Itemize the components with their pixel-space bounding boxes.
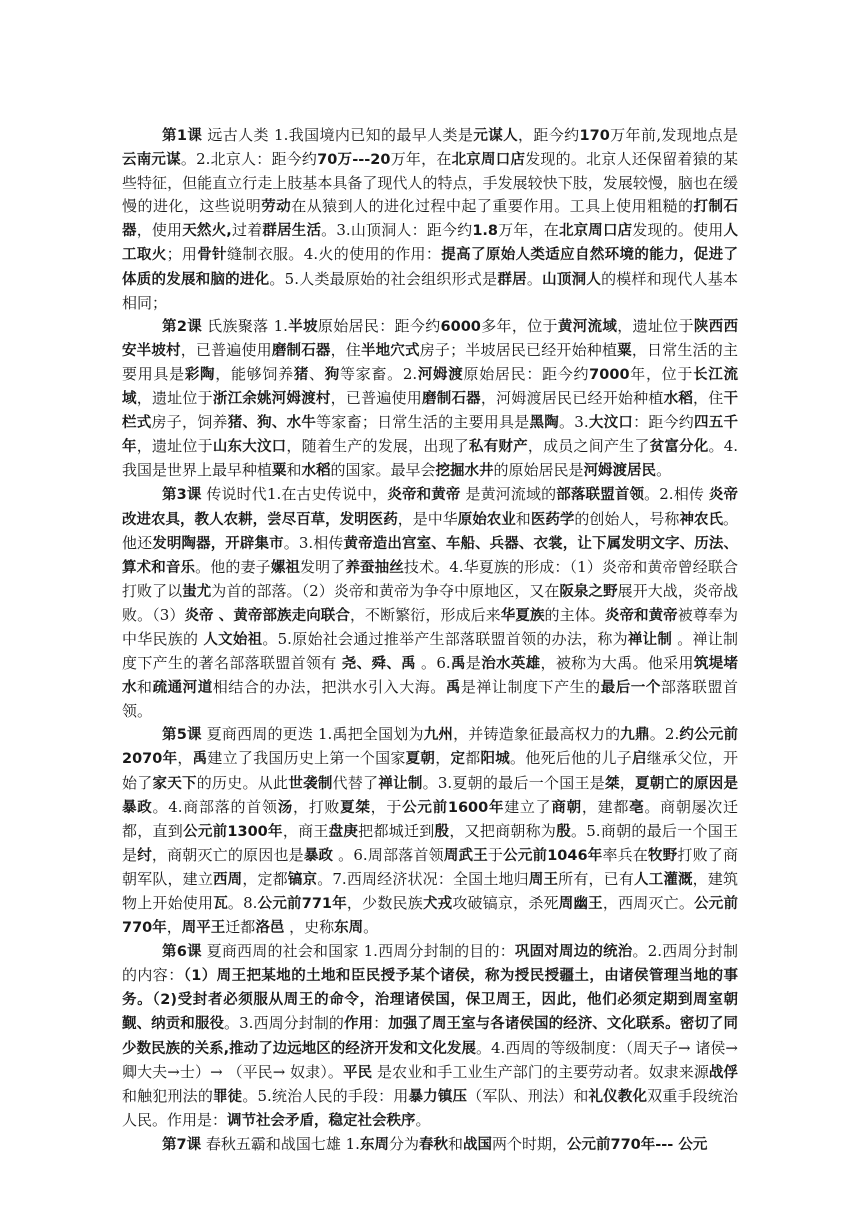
text-run: ，能够饲养 — [215, 364, 294, 383]
bold-term: 夏朝亡的原因是 — [635, 775, 739, 792]
text-run: 打败了商朝军队，建立 — [122, 845, 738, 888]
text-run: 。4.西周的等级制度：（周天子→ 诸侯→ 卿大夫→士）→ （平民→ 奴隶）。 — [122, 1038, 738, 1081]
text-run: 。7.西周经济状况：全国土地归 — [317, 869, 529, 888]
bold-term: 蚩尤 — [182, 583, 212, 600]
text-run: 夏商西周的更迭 1.禹把全国划为 — [201, 725, 424, 744]
bold-term: 狗 — [324, 366, 340, 383]
text-run: ，使用 — [136, 221, 183, 240]
bold-term: 纣 — [137, 847, 152, 864]
bold-term: 周幽王 — [558, 896, 603, 912]
text-run: ；用 — [166, 245, 198, 264]
bold-term: 盘庚 — [328, 823, 359, 840]
text-run: 氏族聚落 1. — [202, 316, 288, 335]
text-run: 。5.原始社会通过推举产生部落联盟首领的办法，称为 — [262, 629, 628, 648]
lesson-paragraph — [122, 1133, 738, 1157]
bold-term: 山东大汶口 — [212, 439, 287, 456]
text-run: 年，位于 — [629, 364, 694, 383]
text-run: ， — [619, 773, 635, 792]
text-run: 。他还 — [122, 509, 738, 552]
text-run: 等家畜；日常生活的主要用具是 — [316, 413, 530, 432]
bold-term: 医药学 — [530, 511, 575, 528]
bold-term: 炎帝和黄帝 — [387, 487, 461, 504]
text-run: 缝制衣服。4.火的使用的作用： — [227, 245, 442, 264]
text-run: 和 — [515, 509, 531, 528]
bold-term: 九鼎 — [620, 727, 650, 744]
text-run: 。5.商朝的最后一个国王是 — [122, 821, 738, 864]
text-run: 两个时期， — [491, 1134, 567, 1153]
text-run: 迁都 — [225, 918, 256, 937]
text-run: 。5.统治人民的手段：用 — [242, 1086, 409, 1105]
bold-term: 人工取火 — [122, 223, 738, 264]
bold-term: 第1课 — [162, 128, 203, 144]
bold-term: 治水英雄 — [481, 656, 541, 673]
text-run: ，商王 — [282, 821, 329, 840]
text-run: 和 — [286, 461, 302, 480]
bold-term: 提高了原始人类适应自然环境的能力，促进了体质的发展和脑的进化 — [122, 247, 739, 288]
text-run: 远古人类 1.我国境内已知的最早人类是 — [202, 126, 474, 144]
bold-term: 平民 — [343, 1064, 373, 1081]
text-run: 。他的妻子 — [195, 557, 271, 576]
bold-term: 调节社会矛盾，稳定社会秩序 — [227, 1112, 416, 1129]
text-run: ，是中华 — [397, 509, 458, 528]
text-run: 展开大战，炎帝战败。（3） — [122, 581, 738, 624]
bold-term: 大汶口 — [588, 415, 634, 432]
text-run: 继承父位，开始了 — [122, 749, 739, 792]
bold-term: 东周 — [359, 1136, 389, 1153]
text-run: ，建筑物上开始使用 — [122, 869, 739, 912]
text-run: 。3.西周分封制的 — [224, 1014, 344, 1033]
text-run: 是农业和手工业生产部门的主要劳动者。奴隶来源 — [372, 1062, 709, 1081]
bold-term: 四五千年 — [122, 415, 739, 456]
lesson-paragraph — [122, 124, 738, 315]
text-run: 原始居民：距今约 — [463, 364, 590, 383]
text-run: 。 — [656, 461, 672, 480]
bold-term: 部落联盟首领 — [556, 487, 645, 504]
bold-term: 养蚕抽丝 — [345, 559, 404, 576]
bold-term: 人工灌溉 — [634, 871, 693, 888]
bold-term: 罪徒 — [213, 1088, 243, 1105]
text-run: 房子；半坡居民已经开始种植 — [419, 340, 618, 359]
bold-term: 磨制石器 — [422, 391, 481, 408]
bold-term: 嫘祖 — [270, 559, 300, 576]
bold-term: 第2课 — [162, 318, 203, 335]
text-run: ，定都 — [242, 869, 288, 888]
text-run: 万年，在 — [498, 221, 559, 240]
text-run: 于 — [487, 845, 504, 864]
bold-term: 黄帝造出宫室、车船、兵器、衣裳，让下属发明文字、历法、算术和音乐 — [122, 535, 739, 576]
bold-term: 华夏族 — [500, 607, 545, 624]
text-run: 。3.夏朝的最后一个国王是 — [422, 773, 605, 792]
text-run: 相结合的办法，把洪水引入大海。 — [212, 678, 446, 697]
text-run: 的模样和现代人基本相同； — [122, 269, 738, 312]
bold-term: 筑堤堵水 — [122, 656, 739, 697]
text-run: 部落联盟首领。 — [122, 678, 739, 721]
bold-term: 北京周口店 — [558, 223, 633, 240]
bold-term: 犬戎 — [422, 896, 453, 912]
bold-term: 暴力镇压 — [408, 1088, 468, 1105]
bold-term: 170 — [579, 128, 610, 144]
bold-term: 粟 — [272, 463, 287, 480]
bold-term: 公元前1300年 — [183, 823, 283, 840]
bold-term: （1）周王把某地的土地和臣民授予某个诸侯，称为授民授疆土，由诸侯管理当地的事务。（2)受封者必须服从周王的命令，治理诸侯国，保卫周王，因此，他们必须定期到周室朝觐、纳贡和服役 — [122, 968, 738, 1033]
text-run: 的原始居民是 — [493, 461, 584, 480]
bold-term: 神农氏 — [679, 511, 723, 528]
text-run: 把都城迁到 — [358, 821, 435, 840]
text-run: 房子，饲养 — [151, 413, 228, 432]
text-run: 、 — [309, 364, 325, 383]
bold-term: 殷 — [434, 823, 450, 840]
bold-term: 私有财产 — [469, 439, 528, 456]
text-run: 在从猿到人的进化过程中起了重要作用。工具上使用粗糙的 — [291, 197, 694, 216]
text-run: 夏商西周的社会和国家 1.西周分封制的目的： — [201, 942, 515, 961]
text-run: 。 — [526, 269, 543, 288]
lesson-paragraph — [122, 483, 738, 723]
bold-term: 禅让制 — [627, 631, 673, 648]
bold-term: 河姆渡居民 — [583, 463, 657, 480]
text-run: ，已普遍使用 — [330, 389, 422, 408]
bold-term: 禹 — [450, 656, 466, 673]
bold-term: 猪、狗、水牛 — [227, 415, 317, 432]
bold-term: 第6课 — [162, 944, 202, 961]
bold-term: 亳 — [629, 799, 645, 816]
bold-term: 水稻 — [663, 391, 694, 408]
text-run: 原始居民：距今约 — [317, 316, 441, 335]
bold-term: 彩陶 — [184, 366, 216, 383]
bold-term: 第7课 — [162, 1136, 202, 1153]
bold-term: 禹 — [445, 680, 461, 697]
bold-term: 群居 — [497, 271, 527, 288]
bold-term: 劳动 — [261, 199, 292, 216]
text-run: （军队、刑法）和 — [467, 1086, 589, 1105]
bold-term: 挖掘水井 — [435, 463, 494, 480]
text-run: 。3. — [559, 413, 589, 432]
bold-term: 发明陶器，开辟集市 — [152, 535, 284, 552]
bold-term: 云南元谋 — [122, 152, 181, 169]
bold-term: 粟 — [617, 342, 632, 359]
text-run: ，遗址位于 — [617, 316, 694, 335]
text-run: ，住 — [693, 389, 724, 408]
bold-term: 定 — [450, 751, 466, 768]
text-run: ，建都 — [581, 797, 630, 816]
bold-term: 黄河流域 — [557, 318, 618, 335]
text-run: 和触犯刑法的 — [122, 1086, 213, 1105]
bold-term: 陕西西安半坡村 — [122, 318, 738, 359]
bold-term: 礼仪教化 — [588, 1088, 648, 1105]
bold-term: 7000 — [589, 366, 630, 383]
bold-term: 阪泉之野 — [559, 583, 618, 600]
bold-term: 炎帝 改进农具，教人农耕，尝尽百草，发明医药 — [122, 487, 739, 528]
text-run: 春秋五霸和战国七雄 1. — [201, 1134, 360, 1153]
bold-term: 夏桀 — [340, 799, 371, 816]
bold-term: 疏通河道 — [152, 680, 213, 697]
bold-term: 第5课 — [162, 727, 202, 744]
bold-term: 群居生活 — [262, 223, 322, 240]
text-run: 万年，在 — [390, 150, 452, 169]
text-run: 的国家。最早会 — [330, 461, 436, 480]
bold-term: 启 — [632, 751, 647, 768]
text-run: 被尊奉为中华民族的 — [122, 605, 739, 648]
text-run: ，遗址位于 — [136, 437, 213, 456]
text-run: ，西周灭亡。 — [602, 894, 695, 912]
text-run: 是 — [465, 654, 482, 673]
bold-term: 原始农业 — [457, 511, 516, 528]
text-run: ，随着生产的发展，出现了 — [286, 437, 469, 456]
text-run: 和 — [447, 1134, 463, 1153]
bold-term: 西周 — [213, 871, 243, 888]
text-run: 。 — [415, 1110, 431, 1129]
bold-term: 炎帝 、黄帝部族走向联合 — [184, 607, 350, 624]
text-run: 。3.相传 — [283, 533, 344, 552]
bold-term: 洛邑 — [255, 920, 285, 937]
bold-term: 加强了周王室与各诸侯国的经济、文化联系。密切了同少数民族的关系,推动了边远地区的经济开发和文化发展 — [122, 1016, 738, 1057]
bold-term: 暴政 — [122, 799, 153, 816]
document-page — [122, 124, 738, 1157]
bold-term: 战国 — [462, 1136, 492, 1153]
bold-term: 长江流域 — [122, 366, 739, 408]
text-run: 的主体。 — [544, 605, 605, 624]
text-run: 传说时代1.在古史传说中， — [201, 485, 388, 504]
text-run: 分为 — [388, 1134, 419, 1153]
text-run: ，打败 — [292, 797, 341, 816]
text-run: 的历史。从此 — [196, 773, 289, 792]
bold-term: 巩固对周边的统治 — [514, 944, 633, 961]
text-run: ，史称 — [284, 918, 335, 937]
text-run: 攻破镐京，杀死 — [452, 894, 559, 912]
bold-term: 公元前771年 — [257, 896, 347, 912]
text-run: 。6.周部落首领 — [333, 845, 444, 864]
bold-term: 牧野 — [648, 847, 678, 864]
text-run: 率兵在 — [602, 845, 649, 864]
bold-term: 春秋 — [418, 1136, 448, 1153]
text-run: 。 — [363, 918, 379, 937]
text-run: 。他死后他的儿子 — [510, 749, 633, 768]
bold-term: 周王 — [528, 871, 559, 888]
bold-term: 作用 — [343, 1016, 374, 1033]
text-run: ，日常生活的主要用具是 — [122, 340, 738, 383]
text-run: 所有，已有 — [558, 869, 634, 888]
bold-term: 瓦 — [213, 896, 228, 912]
text-run: 为首的部落。（2）炎帝和黄帝为争夺中原地区，又在 — [211, 581, 560, 600]
lesson-paragraph — [122, 315, 738, 484]
bold-term: 九州 — [423, 727, 454, 744]
text-run: ，遗址位于 — [136, 389, 213, 408]
text-run: ， — [435, 749, 451, 768]
text-run: ，已普遍使用 — [180, 340, 272, 359]
text-run: 万年前,发现地点是 — [609, 126, 738, 144]
bold-term: 半坡 — [287, 318, 318, 335]
text-run: ，成员之间产生了 — [527, 437, 650, 456]
text-run: 发现的。北京人还保留着猿的某些特征，但能直立行走上肢基本具备了现代人的特点，手发展较快下肢，发展较慢，脑也在缓慢的进化，这些说明 — [122, 150, 739, 216]
text-run: 是禅让制度下产生的 — [460, 678, 601, 697]
text-run: 。2.西周分封制的内容： — [122, 942, 739, 985]
text-run: ，河姆渡居民已经开始种植 — [480, 389, 664, 408]
bold-term: 桀 — [604, 775, 620, 792]
text-run: 多年，位于 — [480, 316, 558, 335]
text-run: 技术。4.华夏族的形成：（1）炎帝和黄帝曾经联合打败了以 — [122, 557, 738, 600]
text-run: ，住 — [330, 340, 361, 359]
bold-term: 山顶洞人 — [542, 271, 602, 288]
bold-term: 尧、舜、禹 — [341, 656, 416, 673]
bold-term: 夏朝 — [405, 751, 436, 768]
bold-term: 公元前1046年 — [503, 847, 603, 864]
text-run: 过着 — [231, 221, 263, 240]
bold-term: 炎帝和黄帝 — [604, 607, 678, 624]
text-run: ，被称为大禹。他采用 — [540, 654, 694, 673]
text-run: 。禅让制度下产生的著名部落联盟首领有 — [122, 629, 738, 673]
bold-term: 东周 — [334, 920, 364, 937]
text-run: ，并铸造象征最高权力的 — [453, 725, 621, 744]
bold-term: 周武王 — [443, 847, 488, 864]
text-run: ，于 — [370, 797, 403, 816]
bold-term: 黑陶 — [529, 415, 560, 432]
text-run: ，距今约 — [517, 126, 580, 144]
text-run: 双重手段统治人民。作用是： — [122, 1086, 738, 1129]
bold-term: 水稻 — [301, 463, 331, 480]
text-run: 。6. — [415, 654, 451, 673]
bold-term: 家天下 — [152, 775, 197, 792]
bold-term: 公元前1600年 — [402, 799, 505, 816]
lesson-paragraph — [122, 940, 738, 1133]
text-run: 的创始人，号称 — [574, 509, 680, 528]
bold-term: 磨制石器 — [271, 342, 331, 359]
text-run: 代替了 — [332, 773, 379, 792]
text-run: 。2.北京人：距今约 — [180, 150, 318, 169]
bold-term: 1.8 — [472, 223, 498, 240]
bold-term: 商朝 — [551, 799, 582, 816]
bold-term: 公元前770年--- 公元 — [567, 1136, 708, 1153]
bold-term: 70万---20 — [317, 152, 391, 169]
bold-term: 骨针 — [197, 247, 227, 264]
bold-term: 浙江余姚河姆渡村 — [212, 391, 331, 408]
bold-term: 最后一个 — [600, 680, 661, 697]
text-run: ，又把商朝称为 — [449, 821, 557, 840]
text-run: 。8. — [227, 894, 258, 912]
text-run: 。3.山顶洞人：距今约 — [321, 221, 473, 240]
bold-term: 半地穴式 — [361, 342, 420, 359]
bold-term: 河姆渡 — [417, 366, 464, 383]
bold-term: 殷 — [556, 823, 571, 840]
text-run: ，少数民族 — [346, 894, 423, 912]
text-run: 建立了我国历史上第一个国家 — [207, 749, 406, 768]
text-run: 建立了 — [504, 797, 552, 816]
bold-term: 天然火, — [182, 223, 232, 240]
bold-term: 战俘 — [708, 1064, 738, 1081]
text-run: ，不断繁衍，形成后来 — [349, 605, 501, 624]
bold-term: 猪 — [293, 366, 310, 383]
bold-term: 禹 — [192, 751, 208, 768]
text-run: 。2.相传 — [644, 485, 709, 504]
bold-term: 禅让制 — [378, 775, 423, 792]
bold-term: 公元前770年 — [122, 896, 738, 937]
bold-term: 周平王 — [181, 920, 226, 937]
text-run: 和 — [137, 678, 153, 697]
bold-term: 汤 — [277, 799, 293, 816]
text-run: 发明了 — [300, 557, 346, 576]
text-run: 。4.我国是世界上最早种植 — [122, 437, 739, 480]
text-run: 发现的。使用 — [632, 221, 724, 240]
text-run: ：距今约 — [633, 413, 695, 432]
bold-term: 人文始祖 — [203, 631, 263, 648]
bold-term: 阳城 — [480, 751, 510, 768]
bold-term: 镐京 — [287, 871, 318, 888]
text-run: ，商朝灭亡的原因也是 — [151, 845, 304, 864]
text-run: 。5.人类最原始的社会组织形式是 — [269, 269, 498, 288]
bold-term: 干栏式 — [122, 391, 738, 432]
text-run: 是黄河流域的 — [460, 485, 557, 504]
bold-term: 第3课 — [162, 487, 202, 504]
bold-term: 6000 — [440, 318, 481, 335]
bold-term: 暴政 — [303, 847, 334, 864]
text-run: 。4.商部落的首领 — [152, 797, 278, 816]
bold-term: 打制石器 — [122, 199, 738, 240]
bold-term: 世袭制 — [288, 775, 333, 792]
text-run: ， — [166, 918, 182, 937]
text-run: 都 — [465, 749, 481, 768]
bold-term: 北京周口店 — [451, 152, 526, 169]
text-run: ， — [177, 749, 193, 768]
text-run: 。商朝屡次迁都，直到 — [122, 797, 739, 840]
text-run: ： — [373, 1014, 389, 1033]
text-run: 。2. — [649, 725, 680, 744]
lesson-paragraph — [122, 723, 738, 940]
bold-term: 元谋人 — [473, 128, 518, 144]
bold-term: 约公元前2070年 — [122, 727, 739, 768]
text-run: 等家畜。2. — [339, 364, 418, 383]
bold-term: 贫富分化 — [649, 439, 709, 456]
